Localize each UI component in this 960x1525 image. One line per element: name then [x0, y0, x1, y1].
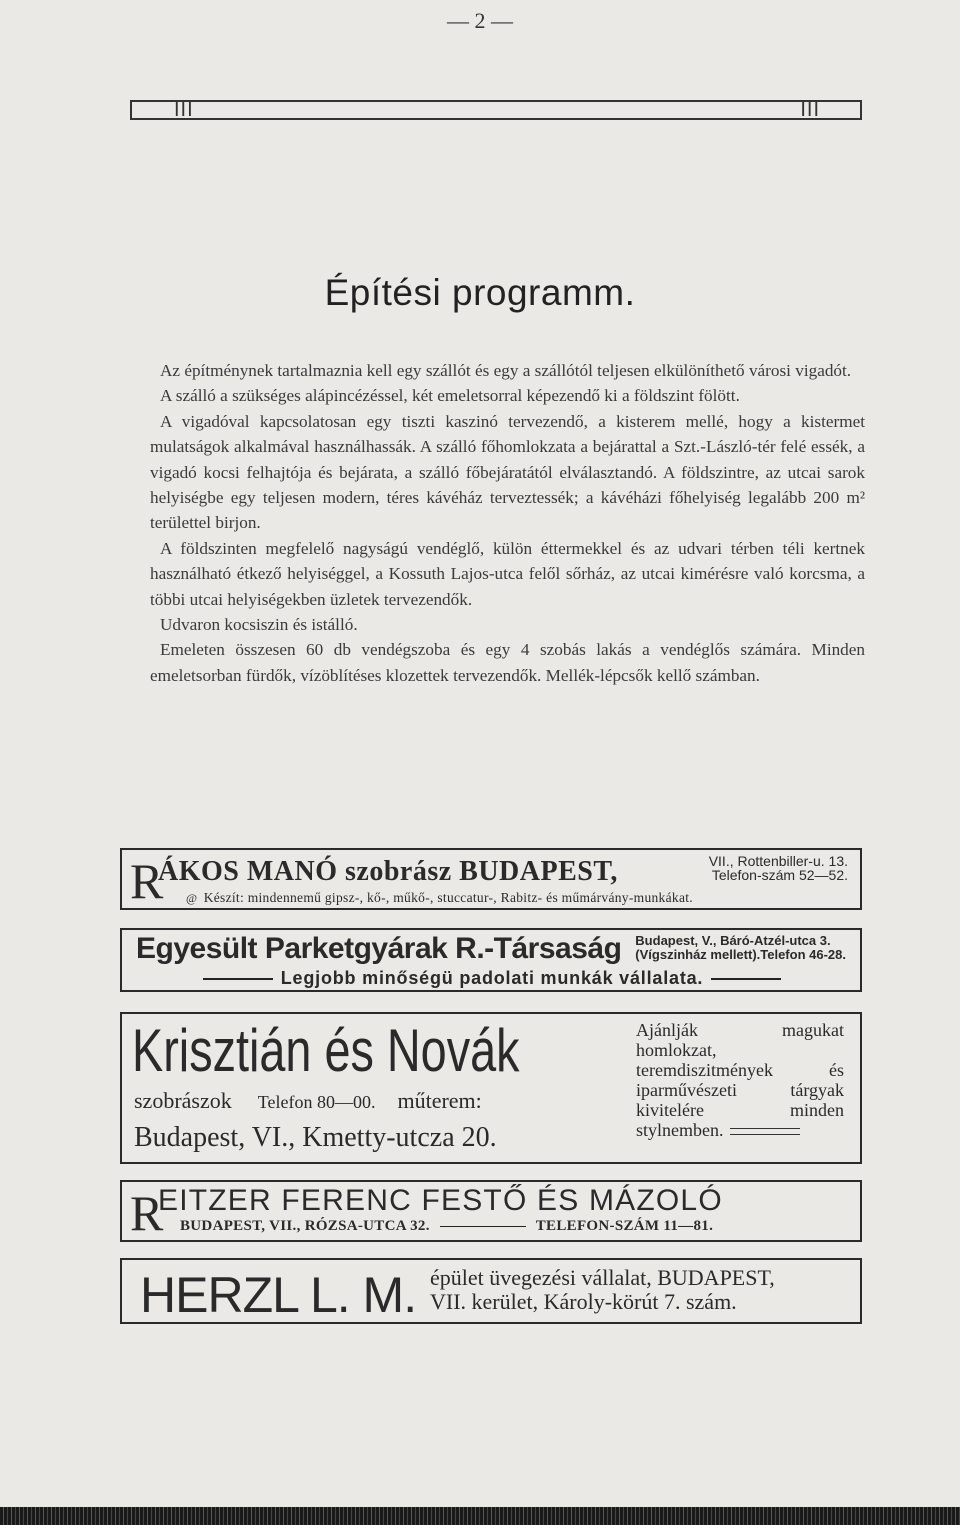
ad-studio: műterem:: [397, 1088, 482, 1113]
ad-parketgyarak: [120, 928, 862, 992]
ad-initial: R: [130, 853, 164, 909]
ad-phone: TELEFON-SZÁM 11—81.: [535, 1218, 714, 1234]
ad-name: Krisztián és Novák: [132, 1017, 520, 1084]
divider: [203, 978, 273, 980]
divider: [730, 1128, 800, 1135]
ad-name: EITZER FERENC FESTŐ ÉS MÁZOLÓ: [158, 1184, 723, 1217]
ad-name: ÁKOS MANÓ szobrász BUDAPEST,: [158, 856, 618, 887]
paragraph: A szálló a szükséges alápincézéssel, két emeletsorral képezendő ki a földszint fölött.: [160, 386, 740, 406]
ad-reitzer-ferenc: [120, 1180, 862, 1242]
ad-address: [635, 934, 846, 962]
ad-address-line: Budapest, V., Báró-Atzél-utca 3.: [635, 933, 831, 948]
ornament-icon: @: [186, 891, 198, 905]
ad-slogan: [136, 968, 848, 989]
building-program-text: [150, 358, 865, 688]
ad-address: [180, 1218, 713, 1235]
ad-slogan-text: Legjobb minőségü padolati munkák vállalata.: [280, 968, 704, 988]
ad-description-line: épület üvegezési vállalat, BUDAPEST,: [430, 1265, 775, 1290]
ad-address-text: BUDAPEST, VII., RÓZSA-UTCA 32.: [180, 1218, 430, 1234]
top-border-bar: [130, 100, 862, 120]
ad-profession: szobrászok: [134, 1088, 232, 1113]
ad-name: HERZL L. M.: [140, 1267, 417, 1323]
divider: [440, 1226, 526, 1227]
ad-description-text: Készít: mindennemű gipsz-, kő-, műkő-, stuccatur-, Rabitz- és műmárvány-munkákat.: [203, 890, 693, 905]
ad-rakos-mano: [120, 848, 862, 910]
ad-phone: Telefon 80—00.: [257, 1092, 376, 1112]
ad-address-line: Telefon-szám 52—52.: [711, 867, 848, 883]
top-bar-left-mark: III: [174, 99, 194, 121]
ad-description: [430, 1266, 850, 1314]
paragraph: A földszinten megfelelő nagyságú vendéglő, külön éttermekkel és az udvari térben téli kertnek használható étkező helyiséggel, a Kossuth Lajos-utca felől sőrház, az utcai kimérésre való korcsma, a többi utcai helyiségekben üzletek tervezendők.: [150, 538, 865, 609]
ad-description: [186, 890, 693, 906]
paragraph: Emeleten összesen 60 db vendégszoba és egy 4 szobás lakás a vendéglős számára. Minden emeletsorban fürdők, vízöblítéses klozettek tervezendők. Mellék-lépcsők kellő számban.: [150, 640, 865, 685]
ad-address: [709, 854, 848, 882]
paragraph: Udvaron kocsiszin és istálló.: [160, 615, 358, 635]
ad-description-line: VII. kerület, Károly-körút 7. szám.: [430, 1289, 737, 1314]
ad-initial: R: [130, 1185, 164, 1241]
ad-address: Budapest, VI., Kmetty-utcza 20.: [134, 1122, 497, 1153]
ad-krisztian-novak: [120, 1012, 862, 1164]
ad-contact-line: [134, 1088, 482, 1114]
divider: [711, 978, 781, 980]
page-title: Építési programm.: [324, 272, 636, 313]
ad-address-line: (Vígszinház mellett).Telefon 46-28.: [635, 947, 846, 962]
ad-name: Egyesült Parketgyárak R.-Társaság: [136, 932, 622, 965]
top-bar-right-mark: III: [800, 99, 820, 121]
scan-edge-strip: [0, 1507, 960, 1525]
ad-side-text-content: Ajánlják magukat homlokzat, teremdiszitmények és iparművészeti tárgyak kivitelére minden stylnemben.: [636, 1020, 844, 1140]
ad-herzl: [120, 1258, 862, 1324]
ad-address-line: VII., Rottenbiller-u. 13.: [708, 853, 848, 869]
paragraph: Az építménynek tartalmaznia kell egy szállót és egy a szállótól teljesen elkülöníthető városi vigadót.: [160, 361, 852, 380]
page-number: — 2 —: [447, 8, 513, 33]
paragraph: A vigadóval kapcsolatosan egy tiszti kaszinó tervezendő, a kisterem mellé, hogy a kistermet mulatságok alkalmával használhassák. A szálló főhomlokzata a bejárattal a Szt.-László-tér felé essék, a vigadó kocsi felhajtója és bejárata, a szálló főbejáratától elválasztandó. A földszintre, az utcai sarok helyiségbe egy teljesen modern, téres kávéház terveztessék; a kávéházi főhelyiség legalább 200 m² területtel birjon.: [150, 411, 865, 533]
ad-side-text: [636, 1020, 844, 1140]
